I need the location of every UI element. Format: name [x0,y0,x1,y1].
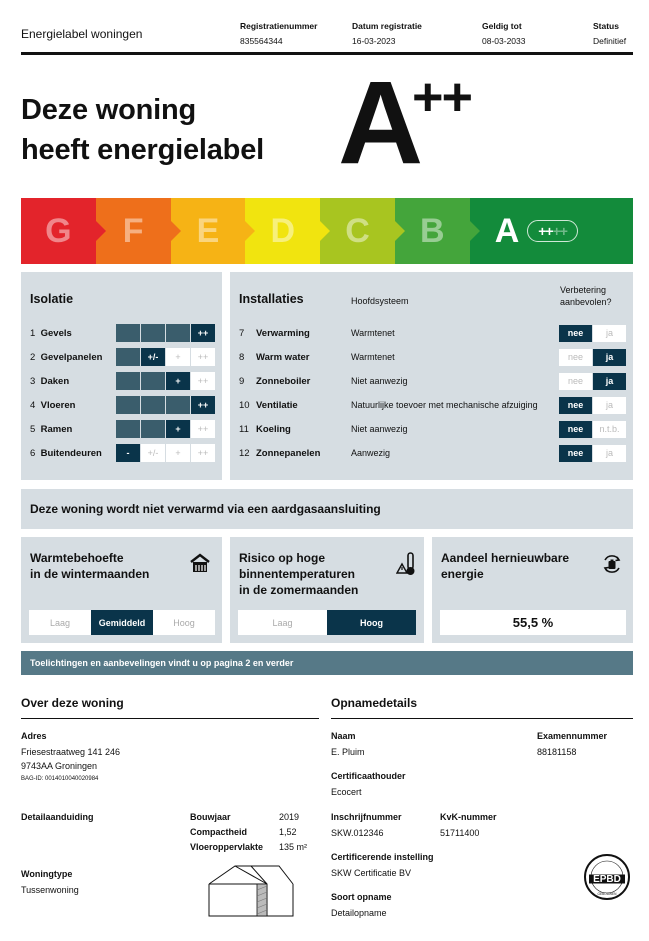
row-system: Aanwezig [351,448,391,458]
row-name: Gevelpanelen [40,351,103,363]
kvk-block: KvK-nummer 51711400 [440,812,497,838]
scale-class-b [395,198,470,264]
hernieuwbaar-value: 55,5 % [440,610,626,635]
risico-scale [238,610,416,635]
epbd-logo [583,853,631,901]
row-name: Vloeren [40,399,76,411]
row-system: Warmtenet [351,328,395,338]
scale-class-letter: A [494,211,520,250]
nee-toggle: nee [559,397,592,414]
terraced-house-icon [205,862,297,918]
isolatie-level-cell [141,396,165,414]
datum-registratie: Datum registratie 16-03-2023 [352,21,422,46]
ja-toggle: n.t.b. [593,421,626,438]
nee-toggle: nee [559,349,592,366]
status: Status Definitief [593,21,627,46]
big-energy-label: A [338,57,424,189]
inschrijfnummer-block: Inschrijfnummer SKW.012346 [331,812,402,838]
isolatie-level-cell [141,372,165,390]
big-energy-label-plus: ++ [412,67,472,127]
isolatie-level-cell [166,324,190,342]
row-system: Niet aanwezig [351,424,408,434]
detailaanduiding-label: Detailaanduiding [21,812,94,822]
scale-class-letter: F [122,211,144,250]
warmte-hoog: Hoog [153,610,215,635]
isolatie-level-cell [116,420,140,438]
row-system: Natuurlijke toevoer met mechanische afzuiging [351,400,538,410]
row-name: Zonneboiler [256,375,311,387]
isolatie-panel [21,272,222,480]
row-number: 4 [30,399,36,411]
headline: Deze woning heeft energielabel [21,94,264,166]
opname-title: Opnamedetails [331,696,418,710]
isolatie-level-cell [116,396,140,414]
risico-panel [230,537,424,643]
isolatie-list [30,324,216,464]
isolatie-row [30,372,216,390]
row-number: 11 [239,423,249,435]
installatie-row [239,420,629,438]
warmtebehoefte-panel [21,537,222,643]
hernieuwbaar-panel [432,537,633,643]
opname-divider [331,718,633,719]
over-woning-divider [21,718,319,719]
isolatie-level-cell: - [116,444,140,462]
ja-toggle: ja [593,373,626,390]
isolatie-level-bar [116,444,216,462]
certificerende-instelling-block: Certificerende instelling SKW Certificatie BV [331,852,434,878]
energy-label-scale [21,198,633,264]
row-number: 3 [30,375,36,387]
ja-toggle: ja [593,445,626,462]
over-woning-title: Over deze woning [21,696,124,710]
certificaathouder-block: Certificaathouder Ecocert [331,771,406,797]
thermometer-warning-icon [396,551,418,577]
woningtype-block: Woningtype Tussenwoning [21,869,79,895]
warmte-laag: Laag [29,610,91,635]
isolatie-level-cell: ++ [191,348,215,366]
row-number: 5 [30,423,36,435]
isolatie-level-cell: ++ [191,372,215,390]
isolatie-level-cell [116,372,140,390]
row-number: 1 [30,327,36,339]
isolatie-level-bar [116,420,216,438]
naam-block: Naam E. Pluim [331,731,365,757]
row-number: 2 [30,351,36,363]
row-number: 12 [239,447,250,459]
isolatie-level-cell: ++ [191,396,215,414]
soort-opname-block: Soort opname Detailopname [331,892,392,918]
header-divider [21,52,633,55]
row-system: Warmtenet [351,352,395,362]
nee-toggle: nee [559,421,592,438]
row-name: Buitendeuren [40,447,102,459]
installatie-row [239,372,629,390]
row-name: Koeling [256,423,291,435]
installatie-row [239,396,629,414]
house-heating-icon [189,552,211,574]
isolatie-level-cell: + [166,444,190,462]
isolatie-level-cell [116,348,140,366]
row-name: Ventilatie [256,399,298,411]
isolatie-row [30,396,216,414]
isolatie-level-cell [141,324,165,342]
risico-hoog: Hoog [327,610,416,635]
nee-toggle: nee [559,445,592,462]
isolatie-row [30,420,216,438]
isolatie-level-cell: + [166,420,190,438]
examennummer-block: Examennummer 88181158 [537,731,608,757]
scale-class-f [96,198,171,264]
toelichting-bar: Toelichtingen en aanbevelingen vindt u op pagina 2 en verder [21,651,633,675]
hernieuwbaar-title: Aandeel hernieuwbare energie [441,551,570,581]
row-system: Niet aanwezig [351,376,408,386]
row-number: 6 [30,447,36,459]
isolatie-level-cell: + [166,372,190,390]
row-number: 7 [239,327,245,339]
scale-plus-indicator [527,220,578,242]
warmte-gemiddeld: Gemiddeld [91,610,153,635]
risico-title: Risico op hoge binnentemperaturen in de zomermaanden [239,551,359,597]
woning-spec-values: 2019 1,52 135 m² [279,812,308,852]
woning-specs: Bouwjaar Compactheid Vloeroppervlakte [190,812,264,852]
row-name: Ramen [40,423,73,435]
isolatie-level-cell: ++ [191,324,215,342]
ja-toggle: ja [593,349,626,366]
isolatie-level-cell: +/- [141,444,165,462]
scale-class-a [470,198,633,264]
scale-plus-inactive: ++ [552,223,567,239]
isolatie-level-cell [116,324,140,342]
row-number: 10 [239,399,250,411]
scale-class-letter: D [270,211,296,250]
row-name: Gevels [40,327,72,339]
isolatie-row [30,444,216,462]
ja-toggle: ja [593,325,626,342]
isolatie-level-cell: +/- [141,348,165,366]
nee-toggle: nee [559,373,592,390]
row-name: Warm water [256,351,310,363]
installaties-list [239,324,629,464]
gas-notice-panel [21,489,633,529]
row-name: Verwarming [256,327,310,339]
gas-notice: Deze woning wordt niet verwarmd via een aardgasaansluiting [30,502,381,516]
installatie-row [239,444,629,462]
geldig-tot: Geldig tot 08-03-2033 [482,21,526,46]
epbd-logo-ring-text: GEBOUWEN [597,892,617,896]
registratienummer: Registratienummer 835564344 [240,21,318,46]
nee-toggle: nee [559,325,592,342]
isolatie-level-cell [141,420,165,438]
installaties-panel [230,272,633,480]
isolatie-level-cell: + [166,348,190,366]
isolatie-row [30,324,216,342]
warmtebehoefte-title: Warmtebehoefte in de wintermaanden [30,551,150,581]
installaties-title: Installaties [239,292,304,306]
isolatie-level-bar [116,372,216,390]
isolatie-level-bar [116,396,216,414]
scale-class-letter: C [345,211,370,250]
adres-block: Adres Friesestraatweg 141 246 9743AA Groningen BAG-ID: 0014010040020984 [21,731,121,782]
risico-laag: Laag [238,610,327,635]
scale-class-d [245,198,320,264]
row-name: Daken [40,375,70,387]
row-number: 8 [239,351,245,363]
verbetering-header: Verbetering aanbevolen? [560,285,612,307]
scale-class-c [320,198,395,264]
isolatie-title: Isolatie [30,292,74,306]
epbd-logo-text: EPBD [593,874,621,885]
row-name: Zonnepanelen [256,447,321,459]
hoofdsysteem-header: Hoofdsysteem [351,296,409,306]
installatie-row [239,324,629,342]
isolatie-level-cell: ++ [191,420,215,438]
renewable-energy-icon [600,552,624,576]
scale-class-g [21,198,96,264]
scale-class-letter: G [45,211,72,250]
isolatie-level-bar [116,348,216,366]
warmtebehoefte-scale [29,610,215,635]
row-number: 9 [239,375,245,387]
scale-class-letter: E [196,211,220,250]
ja-toggle: ja [593,397,626,414]
isolatie-level-cell [166,396,190,414]
isolatie-level-cell: ++ [191,444,215,462]
isolatie-row [30,348,216,366]
scale-class-e [171,198,246,264]
installatie-row [239,348,629,366]
document-title: Energielabel woningen [21,27,143,41]
isolatie-level-bar [116,324,216,342]
scale-class-letter: B [420,211,445,250]
scale-plus-active: ++ [538,223,553,239]
